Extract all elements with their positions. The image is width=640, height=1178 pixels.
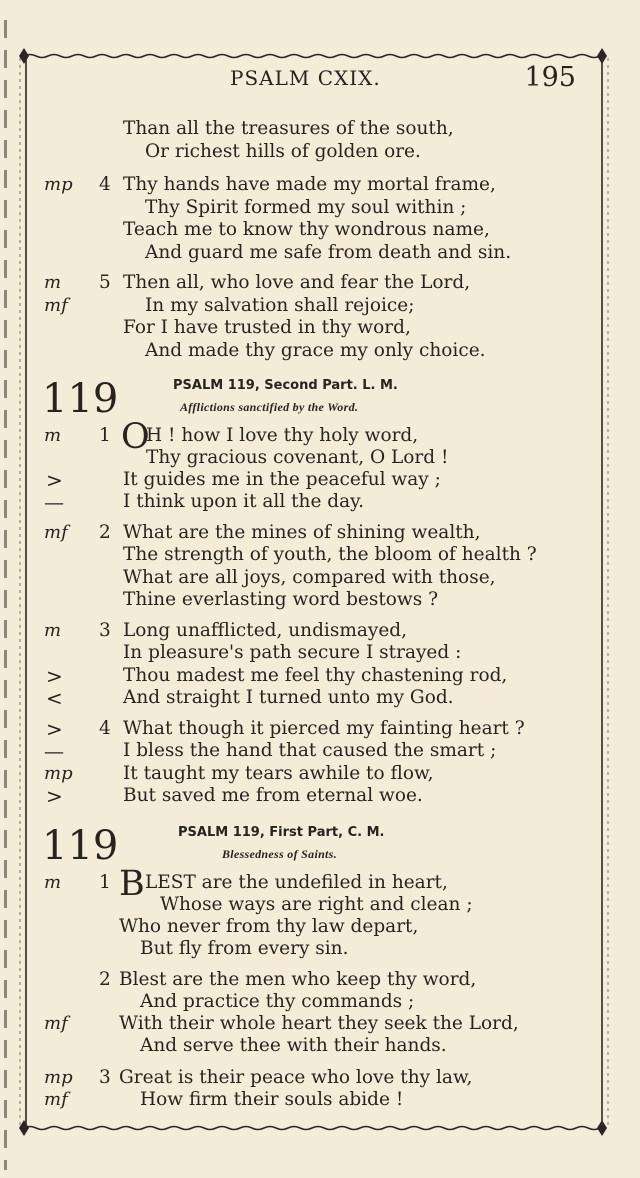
dynamic-mark: mp — [44, 174, 73, 195]
dynamic-mark: mf — [44, 295, 68, 316]
verse-line: Then all, who love and fear the Lord, — [123, 272, 471, 293]
stanza-number: 3 — [99, 1067, 111, 1088]
stanza-number: 4 — [99, 174, 111, 195]
verse-line: H ! how I love thy holy word, — [146, 425, 419, 446]
page-number: 195 — [524, 62, 576, 93]
verse-line: It taught my tears awhile to flow, — [123, 763, 434, 784]
verse-line: And practice thy commands ; — [140, 991, 415, 1012]
dynamic-mark: — — [44, 739, 64, 763]
verse-line: Blest are the men who keep thy word, — [119, 969, 477, 990]
verse-line: And serve thee with their hands. — [140, 1035, 447, 1056]
stanza-number: 2 — [99, 969, 111, 990]
dynamic-mark: > — [46, 664, 63, 688]
verse-line: With their whole heart they seek the Lord, — [119, 1013, 519, 1034]
verse-line: Thou madest me feel thy chastening rod, — [123, 665, 508, 686]
verse-line: Thy gracious covenant, O Lord ! — [146, 447, 449, 468]
dynamic-mark: > — [46, 468, 63, 492]
dynamic-mark: < — [46, 686, 63, 710]
dynamic-mark: m — [44, 872, 62, 893]
hymn-title: PSALM 119, Second Part. L. M. — [173, 378, 398, 393]
hymn-title: PSALM 119, First Part, C. M. — [178, 825, 385, 840]
verse-line: How firm their souls abide ! — [140, 1089, 404, 1110]
verse-line: Thine everlasting word bestows ? — [123, 589, 439, 610]
verse-line: For I have trusted in thy word, — [123, 317, 411, 338]
verse-line: What though it pierced my fainting heart ? — [123, 718, 525, 739]
verse-line: What are all joys, compared with those, — [123, 567, 496, 588]
hymn-subtitle: Afflictions sanctified by the Word. — [180, 400, 359, 414]
verse-line: Long unafflicted, undismayed, — [123, 620, 408, 641]
verse-line: I bless the hand that caused the smart ; — [123, 740, 497, 761]
verse-line: But fly from every sin. — [140, 938, 349, 959]
hymn-number: 119 — [42, 376, 119, 422]
verse-line: I think upon it all the day. — [123, 491, 365, 512]
stanza-number: 4 — [99, 718, 111, 739]
verse-line: In my salvation shall rejoice; — [145, 295, 415, 316]
drop-cap: O — [121, 417, 150, 457]
verse-line: Than all the treasures of the south, — [123, 118, 454, 139]
verse-line: But saved me from eternal woe. — [123, 785, 423, 806]
dynamic-mark: > — [46, 784, 63, 808]
dynamic-mark: mp — [44, 1067, 73, 1088]
verse-line: In pleasure's path secure I strayed : — [123, 642, 462, 663]
verse-line: Teach me to know thy wondrous name, — [123, 219, 490, 240]
binding-edge — [4, 20, 7, 1170]
stanza-number: 3 — [99, 620, 111, 641]
verse-line: And made thy grace my only choice. — [145, 340, 486, 361]
verse-line: LEST are the undefiled in heart, — [145, 872, 448, 893]
dynamic-mark: mf — [44, 1089, 68, 1110]
dynamic-mark: m — [44, 272, 62, 293]
dynamic-mark: mf — [44, 1013, 68, 1034]
verse-line: Thy Spirit formed my soul within ; — [145, 197, 467, 218]
verse-line: And guard me safe from death and sin. — [145, 242, 512, 263]
verse-line: Or richest hills of golden ore. — [145, 141, 421, 162]
stanza-number: 1 — [99, 425, 111, 446]
dynamic-mark: mf — [44, 522, 68, 543]
verse-line: What are the mines of shining wealth, — [123, 522, 481, 543]
verse-line: Whose ways are right and clean ; — [160, 894, 473, 915]
verse-line: Thy hands have made my mortal frame, — [123, 174, 496, 195]
stanza-number: 1 — [99, 872, 111, 893]
verse-line: It guides me in the peaceful way ; — [123, 469, 441, 490]
hymn-subtitle: Blessedness of Saints. — [222, 847, 337, 861]
dynamic-mark: mp — [44, 763, 73, 784]
dynamic-mark: > — [46, 717, 63, 741]
verse-line: And straight I turned unto my God. — [123, 687, 454, 708]
verse-line: Who never from thy law depart, — [119, 916, 419, 937]
dynamic-mark: m — [44, 425, 62, 446]
verse-line: The strength of youth, the bloom of health ? — [123, 544, 537, 565]
stanza-number: 5 — [99, 272, 111, 293]
running-title: PSALM CXIX. — [230, 66, 381, 90]
dynamic-mark: m — [44, 620, 62, 641]
verse-line: Great is their peace who love thy law, — [119, 1067, 473, 1088]
hymn-number: 119 — [42, 823, 119, 869]
dynamic-mark: — — [44, 490, 64, 514]
drop-cap: B — [119, 864, 145, 904]
stanza-number: 2 — [99, 522, 111, 543]
